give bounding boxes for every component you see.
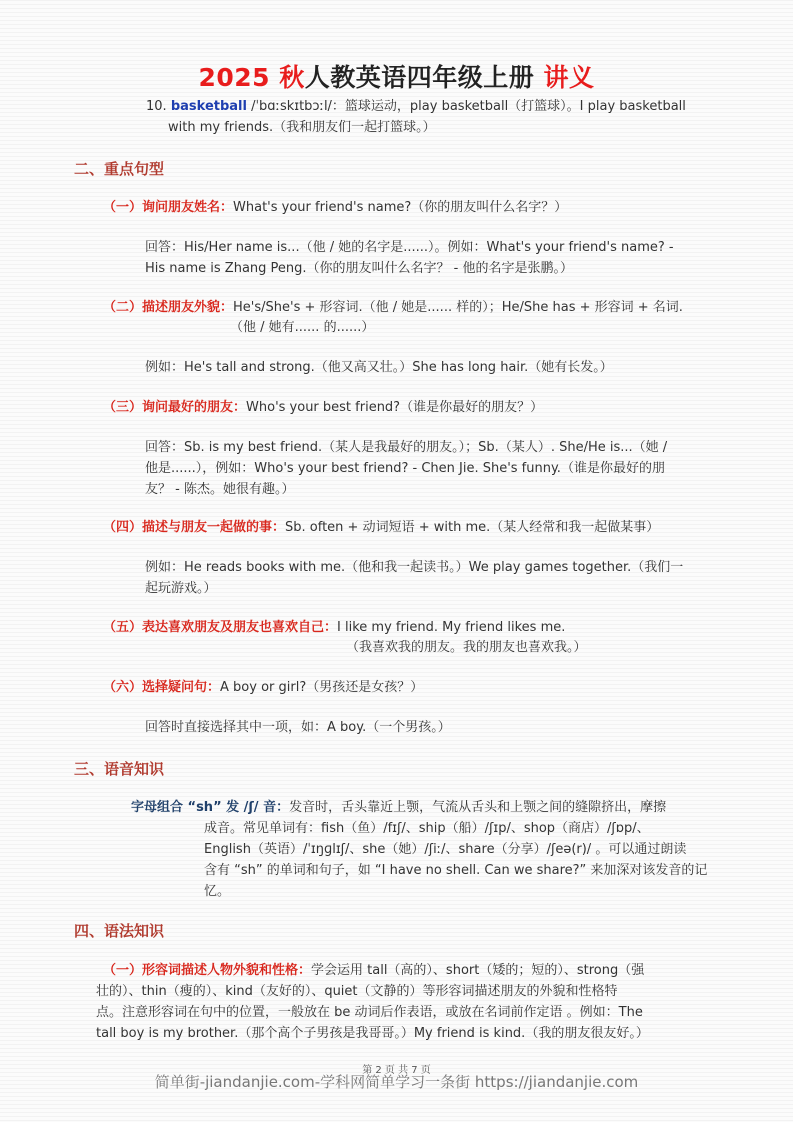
- pattern-5-label: （五）表达喜欢朋友及朋友也喜欢自己：: [103, 620, 338, 635]
- pattern-4-example-line1: 例如：He reads books with me.（他和我一起读书。）We play games together.（我们一: [145, 560, 684, 575]
- grammar-line4: tall boy is my brother.（那个高个子男孩是我哥哥。）My friend is kind.（我的朋友很友好。）: [96, 1026, 649, 1041]
- grammar-label: （一）形容词描述人物外貌和性格：: [103, 963, 312, 978]
- pattern-2-label: （二）描述朋友外貌：: [103, 300, 234, 315]
- pattern-1-example-line1: 回答：His/Her name is...（他 / 她的名字是......）。例如：What's your friend's name? -: [145, 240, 674, 255]
- section-heading-key-sentences: 二、重点句型: [74, 160, 165, 178]
- vocab-number: 10.: [146, 99, 167, 114]
- page-number: 第 2 页 共 7 页: [362, 1065, 431, 1076]
- page-title: [0, 58, 793, 94]
- pattern-3-text: Who's your best friend?（谁是你最好的朋友？）: [246, 400, 544, 415]
- pattern-6-example: 回答时直接选择其中一项，如：A boy.（一个男孩。）: [145, 720, 451, 735]
- sentence-pattern-6: [103, 677, 423, 698]
- pattern-3-example-line1: 回答：Sb. is my best friend.（某人是我最好的朋友。）；Sb.（某人）. She/He is...（她 /: [145, 440, 668, 455]
- sentence-pattern-5: [103, 617, 565, 638]
- sentence-pattern-2: [103, 297, 683, 318]
- pattern-3-example-line2: 他是......），例如：Who's your best friend? - Chen Jie. She's funny.（谁是你最好的朋: [145, 461, 665, 476]
- phonics-line3: English（英语）/ˈɪŋɡlɪʃ/、she（她）/ʃiː/、share（分享）/ʃeə(r)/ 。可以通过朗读: [204, 842, 687, 857]
- title-season: 秋: [279, 63, 305, 92]
- pattern-5-text: I like my friend. My friend likes me.: [337, 620, 566, 635]
- pattern-1-example-line2: His name is Zhang Peng.（你的朋友叫什么名字？ - 他的名字是张鹏。）: [145, 261, 573, 276]
- vocab-line1: /ˈbɑːskɪtbɔːl/：篮球运动，play basketball（打篮球）。I play basketball: [246, 99, 686, 114]
- title-main: 人教英语四年级上册: [304, 63, 535, 92]
- phonics-label: 字母组合 “sh” 发 /ʃ/ 音：: [131, 800, 290, 815]
- section-heading-grammar: 四、语法知识: [74, 922, 165, 940]
- section-heading-phonics: 三、语音知识: [74, 760, 165, 778]
- pattern-1-text: What's your friend's name?（你的朋友叫什么名字？）: [233, 200, 568, 215]
- pattern-3-example-line3: 友？ - 陈杰。她很有趣。）: [145, 482, 295, 497]
- vocab-word: basketball: [170, 99, 247, 114]
- vocab-item-10: [146, 96, 726, 117]
- grammar-text1: 学会运用 tall（高的）、short（矮的；短的）、strong（强: [311, 963, 645, 978]
- pattern-2-text-line2: （他 / 她有...... 的......）: [230, 320, 375, 335]
- phonics-line5: 忆。: [204, 884, 231, 899]
- phonics-text1: 发音时，舌头靠近上颚，气流从舌头和上颚之间的缝隙挤出，摩擦: [289, 800, 667, 815]
- pattern-6-text: A boy or girl?（男孩还是女孩？）: [220, 680, 424, 695]
- footer-site-link[interactable]: 简单街-jiandanjie.com-学科网简单学习一条街 https://jiandanjie.com: [154, 1073, 639, 1091]
- grammar-line3: 点。注意形容词在句中的位置，一般放在 be 动词后作表语，或放在名词前作定语 。例如：The: [96, 1005, 643, 1020]
- title-year: 2025: [198, 63, 271, 92]
- grammar-line2: 壮的）、thin（瘦的）、kind（友好的）、quiet（文静的）等形容词描述朋友的外貌和性格特: [96, 984, 618, 999]
- phonics-line2: 成音。常见单词有：fish（鱼）/fɪʃ/、ship（船）/ʃɪp/、shop（商店）/ʃɒp/、: [204, 821, 650, 836]
- title-tail: 讲义: [543, 63, 595, 92]
- pattern-1-label: （一）询问朋友姓名：: [103, 200, 234, 215]
- vocab-line2: with my friends.（我和朋友们一起打篮球。）: [168, 120, 436, 135]
- phonics-line4: 含有 “sh” 的单词和句子，如 “I have no shell. Can we share?” 来加深对该发音的记: [204, 863, 708, 878]
- pattern-3-label: （三）询问最好的朋友：: [103, 400, 247, 415]
- pattern-5-text-line2: （我喜欢我的朋友。我的朋友也喜欢我。）: [346, 640, 587, 655]
- pattern-2-example: 例如：He's tall and strong.（他又高又壮。）She has long hair.（她有长发。）: [145, 360, 613, 375]
- pattern-6-label: （六）选择疑问句：: [103, 680, 221, 695]
- pattern-4-label: （四）描述与朋友一起做的事：: [103, 520, 286, 535]
- pattern-4-example-line2: 起玩游戏。）: [145, 581, 217, 596]
- pattern-4-text: Sb. often + 动词短语 + with me.（某人经常和我一起做某事）: [285, 520, 660, 535]
- sentence-pattern-3: [103, 397, 543, 418]
- sentence-pattern-4: [103, 517, 659, 538]
- sentence-pattern-1: [103, 197, 567, 218]
- grammar-line1: [103, 960, 644, 981]
- pattern-2-text: He's/She's + 形容词.（他 / 她是...... 样的）；He/She has + 形容词 + 名词.: [233, 300, 683, 315]
- phonics-line1: [131, 797, 666, 818]
